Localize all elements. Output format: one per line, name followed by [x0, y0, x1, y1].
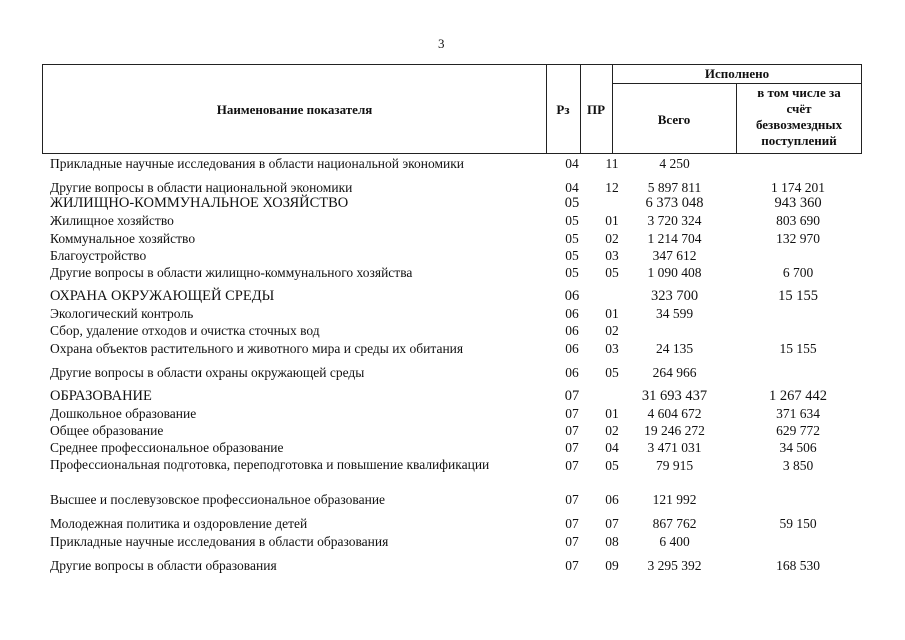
- row-pr: 04: [605, 440, 619, 455]
- row-name: Молодежная политика и оздоровление детей: [50, 516, 308, 531]
- row-pr: 02: [605, 231, 619, 246]
- row-pr: 05: [605, 365, 619, 380]
- table-row: [42, 195, 862, 212]
- row-free: 803 690: [776, 213, 820, 228]
- header-name: Наименование показателя: [216, 102, 373, 117]
- row-rz: 04: [565, 180, 579, 195]
- header-free-line: безвозмездных: [755, 117, 843, 132]
- table-row: [42, 533, 862, 550]
- header-free-line: поступлений: [761, 133, 837, 148]
- row-rz: 07: [565, 440, 579, 455]
- row-name: Экологический контроль: [50, 306, 194, 321]
- row-rz: 07: [565, 492, 579, 507]
- header-free-line: счёт: [786, 101, 812, 116]
- row-total: 24 135: [655, 341, 694, 356]
- row-free: 943 360: [774, 195, 822, 211]
- row-rz: 07: [564, 388, 580, 404]
- row-rz: 05: [565, 213, 579, 228]
- header-rz: Рз: [556, 102, 570, 117]
- row-name: Другие вопросы в области жилищно-коммунального хозяйства: [50, 265, 413, 280]
- row-name: Дошкольное образование: [50, 406, 197, 421]
- row-name: Охрана объектов растительного и животного мира и среды их обитания: [50, 341, 464, 356]
- table-header: [42, 64, 862, 154]
- row-total: 347 612: [652, 248, 697, 263]
- row-name: Сбор, удаление отходов и очистка сточных вод: [50, 323, 320, 338]
- row-name: Коммунальное хозяйство: [50, 231, 196, 246]
- row-total: 4 250: [659, 156, 690, 171]
- row-total: 867 762: [652, 516, 697, 531]
- row-rz: 06: [565, 341, 579, 356]
- row-free: 15 155: [778, 288, 818, 304]
- page-number: 3: [438, 36, 445, 51]
- row-pr: 06: [605, 492, 619, 507]
- table-row: [42, 212, 862, 229]
- row-free: 1 267 442: [769, 388, 827, 404]
- row-free: 371 634: [776, 406, 820, 421]
- row-total: 323 700: [650, 288, 699, 304]
- header-pr: ПР: [586, 102, 606, 117]
- row-name: ОБРАЗОВАНИЕ: [50, 388, 152, 404]
- table-row: [42, 288, 862, 305]
- header-executed: Исполнено: [704, 66, 770, 81]
- table-row: [42, 155, 862, 172]
- row-free: 34 506: [779, 440, 817, 455]
- row-total: 4 604 672: [647, 406, 702, 421]
- row-pr: 12: [605, 180, 619, 195]
- header-free-line: в том числе за: [757, 85, 841, 100]
- row-pr: 05: [605, 265, 619, 280]
- row-total: 5 897 811: [647, 180, 702, 195]
- row-rz: 07: [565, 406, 579, 421]
- row-total: 3 295 392: [647, 558, 702, 573]
- table-row: [42, 264, 862, 281]
- row-rz: 04: [565, 156, 579, 171]
- row-name: Благоустройство: [50, 248, 147, 263]
- row-free: 6 700: [782, 265, 814, 280]
- table-row: [42, 305, 862, 322]
- row-free: 59 150: [779, 516, 817, 531]
- table-row: [42, 364, 862, 381]
- table-row: [42, 457, 862, 491]
- row-total: 6 373 048: [645, 195, 704, 211]
- row-name: Другие вопросы в области образования: [50, 558, 277, 573]
- row-pr: 08: [605, 534, 619, 549]
- row-name: Жилищное хозяйство: [50, 213, 174, 228]
- row-total: 79 915: [655, 458, 694, 473]
- row-rz: 06: [565, 365, 579, 380]
- row-name: Среднее профессиональное образование: [50, 440, 284, 455]
- row-total: 19 246 272: [644, 423, 705, 438]
- table-row: [42, 230, 862, 247]
- row-rz: 07: [565, 534, 579, 549]
- row-total: 264 966: [652, 365, 697, 380]
- row-total: 3 720 324: [647, 213, 702, 228]
- row-name: ЖИЛИЩНО-КОММУНАЛЬНОЕ ХОЗЯЙСТВО: [50, 195, 349, 211]
- row-name: Общее образование: [50, 423, 164, 438]
- row-total: 1 090 408: [647, 265, 702, 280]
- row-free: 168 530: [776, 558, 820, 573]
- header-free-funds: [736, 85, 862, 149]
- row-total: 6 400: [659, 534, 690, 549]
- row-pr: 05: [605, 458, 619, 473]
- row-free: 132 970: [776, 231, 820, 246]
- row-rz: 05: [565, 265, 579, 280]
- table-row: [42, 247, 862, 264]
- row-pr: 02: [605, 423, 619, 438]
- table-row: [42, 405, 862, 422]
- row-name: Профессиональная подготовка, переподготовка и повышение квалификации: [50, 457, 490, 472]
- row-pr: 03: [605, 341, 619, 356]
- row-rz: 06: [565, 306, 579, 321]
- table-row: [42, 422, 862, 439]
- table-row: [42, 557, 862, 574]
- row-rz: 07: [565, 458, 579, 473]
- row-rz: 06: [564, 288, 580, 304]
- row-pr: 09: [605, 558, 619, 573]
- row-total: 3 471 031: [647, 440, 702, 455]
- row-pr: 01: [605, 306, 619, 321]
- row-free: 629 772: [776, 423, 820, 438]
- table-row: [42, 515, 862, 532]
- row-free: 15 155: [779, 341, 817, 356]
- row-pr: 07: [605, 516, 619, 531]
- row-pr: 01: [605, 213, 619, 228]
- row-pr: 01: [605, 406, 619, 421]
- table-row: [42, 179, 862, 196]
- row-rz: 06: [565, 323, 579, 338]
- row-name: Прикладные научные исследования в области образования: [50, 534, 389, 549]
- row-rz: 07: [565, 558, 579, 573]
- header-total: Всего: [657, 112, 691, 127]
- row-pr: 02: [605, 323, 619, 338]
- row-pr: 03: [605, 248, 619, 263]
- row-rz: 05: [565, 231, 579, 246]
- table-row: [42, 340, 862, 357]
- table-row: [42, 491, 862, 508]
- table-row: [42, 439, 862, 456]
- table-row: [42, 388, 862, 405]
- row-total: 1 214 704: [647, 231, 702, 246]
- row-rz: 05: [565, 248, 579, 263]
- header-divider: [612, 83, 861, 84]
- row-name: Прикладные научные исследования в области национальной экономики: [50, 156, 465, 171]
- row-name: Другие вопросы в области охраны окружающей среды: [50, 365, 365, 380]
- table-row: [42, 322, 862, 339]
- row-name: Высшее и послевузовское профессиональное образование: [50, 492, 386, 507]
- row-free: 3 850: [782, 458, 814, 473]
- row-total: 31 693 437: [641, 388, 708, 404]
- row-rz: 07: [565, 423, 579, 438]
- row-free: 1 174 201: [771, 180, 825, 195]
- row-total: 34 599: [655, 306, 694, 321]
- row-rz: 05: [564, 195, 580, 211]
- row-rz: 07: [565, 516, 579, 531]
- row-total: 121 992: [652, 492, 697, 507]
- row-pr: 11: [605, 156, 619, 171]
- row-name: Другие вопросы в области национальной экономики: [50, 180, 353, 195]
- row-name: ОХРАНА ОКРУЖАЮЩЕЙ СРЕДЫ: [50, 288, 275, 304]
